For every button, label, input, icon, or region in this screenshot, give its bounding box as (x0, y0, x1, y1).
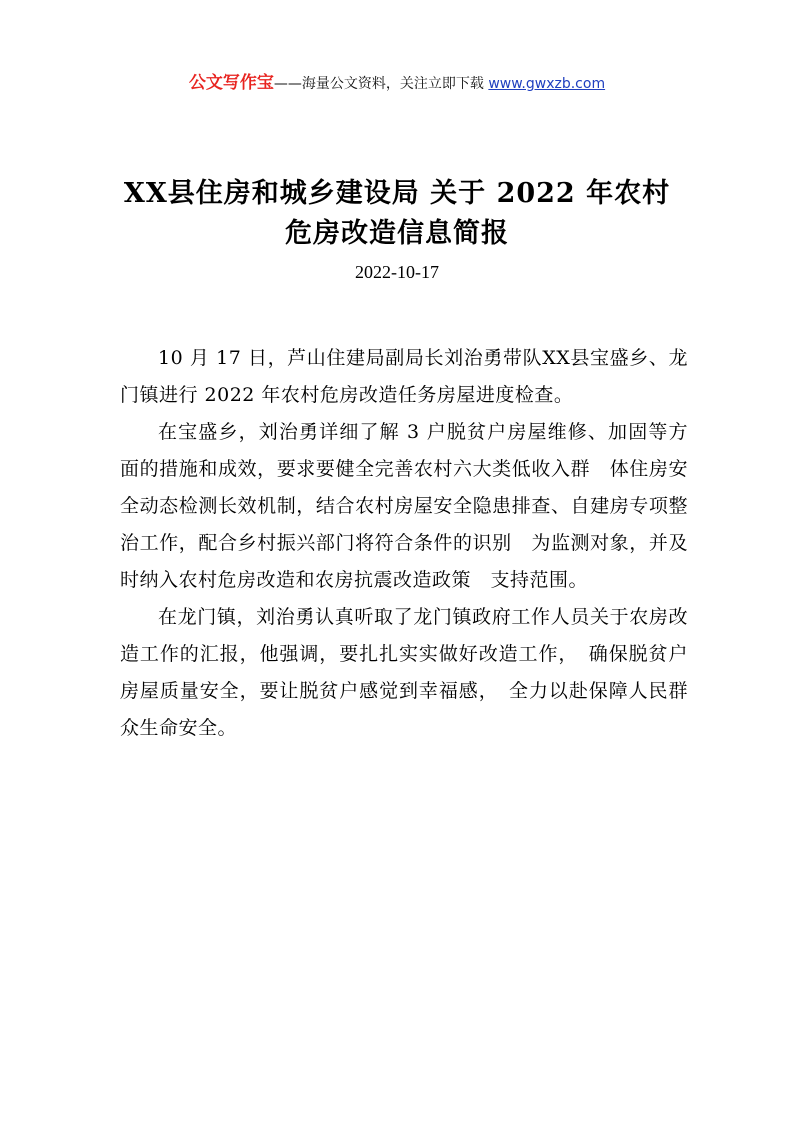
brand-name: 公文写作宝 (188, 73, 274, 93)
paragraph-3: 在龙门镇，刘治勇认真听取了龙门镇政府工作人员关于农房改造工作的汇报，他强调，要扎扎实实做好改造工作， 确保脱贫户房屋质量安全，要让脱贫户感觉到幸福感， 全力以赴保障人民群众生命安全。 (120, 606, 688, 739)
title-line-1: XX县住房和城乡建设局 关于 2022 年农村 (123, 178, 671, 209)
website-link[interactable]: www.gwxzb.com (488, 76, 606, 92)
title-line-2: 危房改造信息简报 (285, 218, 509, 249)
document-body (120, 340, 688, 747)
paragraph-2: 在宝盛乡，刘治勇详细了解 3 户脱贫户房屋维修、加固等方面的措施和成效，要求要健全完善农村六大类低收入群 体住房安全动态检测长效机制，结合农村房屋安全隐患排查、自建房专项整治工作，配合乡村振兴部门将符合条件的识别 为监测对象，并及时纳入农村危房改造和农房抗震改造政策 支持范围。 (120, 421, 688, 591)
document-title (0, 174, 794, 254)
document-date: 2022-10-17 (355, 262, 439, 282)
header-tagline: ——海量公文资料，关注立即下载 (273, 76, 484, 92)
paragraph-1: 10 月 17 日，芦山住建局副局长刘治勇带队XX县宝盛乡、龙门镇进行 2022 年农村危房改造任务房屋进度检查。 (120, 347, 688, 406)
page-header (0, 68, 794, 93)
